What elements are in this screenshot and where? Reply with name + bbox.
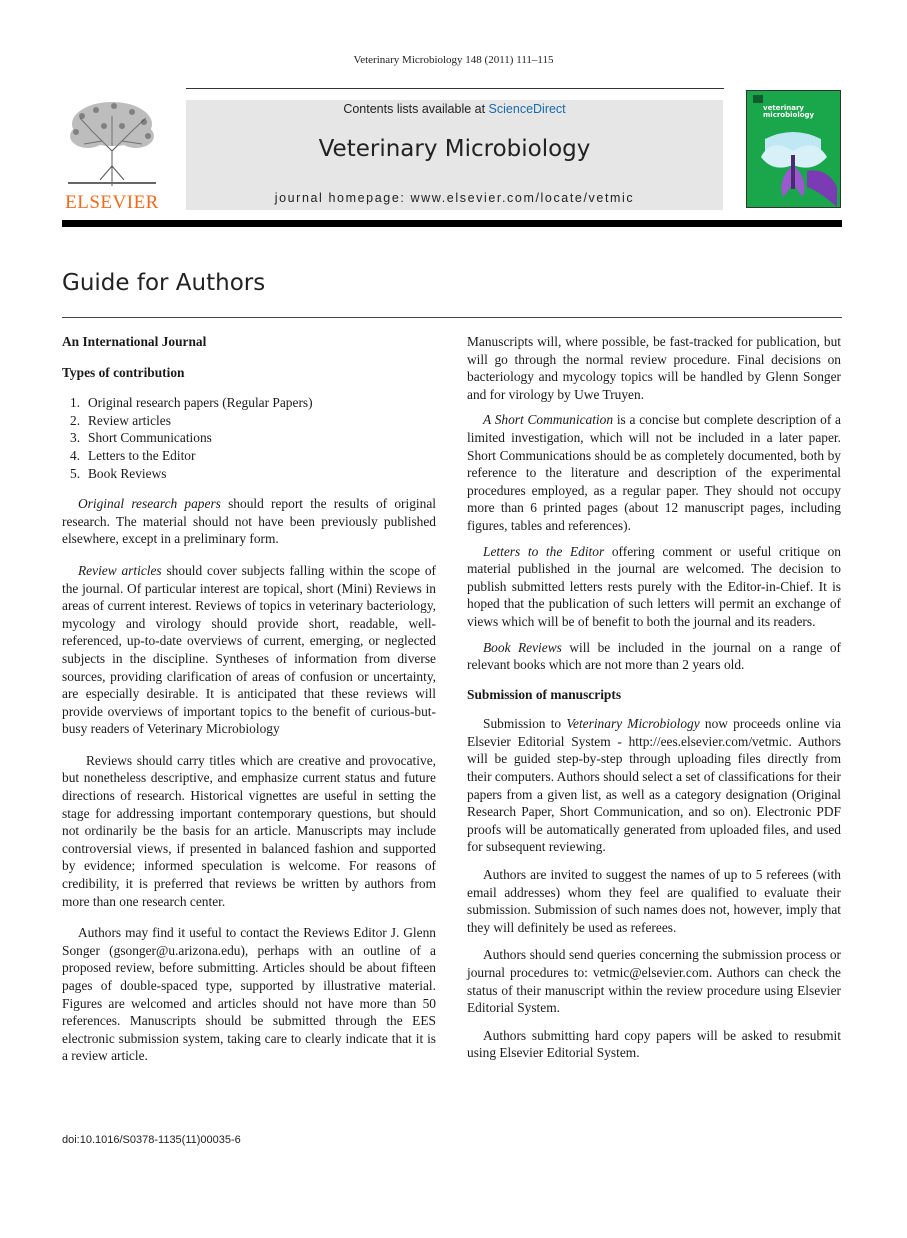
paragraph: Manuscripts will, where possible, be fast-tracked for publication, but will go through the normal review procedure. Final decisions on bacteriology and mycology topics will be handled by Glenn Songer and for virology by Uwe Truyen. — [467, 334, 841, 402]
paragraph: Authors may find it useful to contact the Reviews Editor J. Glenn Songer (gsonger@u.arizona.edu), perhaps with an outline of a proposed review, before submitting. Articles should be about fifteen pages of double-spaced type, supported by illustrative material. Figures are welcomed and articles should not have more than 50 references. Manuscripts should be submitted through the EES electronic submission system, taking care to clearly indicate that it is a review article. — [62, 925, 436, 1064]
list-item — [62, 447, 436, 465]
paragraph-text: Submission to — [483, 716, 567, 732]
emphasis: Review articles — [78, 562, 162, 578]
heading-journal: An International Journal — [62, 334, 207, 349]
elsevier-logo — [62, 96, 162, 212]
paragraph: Reviews should carry titles which are creative and provocative, but nonetheless descriptive, and emphasize current status and future directions of research. Historical vignettes are useful in setting the stage for addressing important contemporary questions, but should not ordinarily be the basis for an article. Manuscripts may include controversial views, if presented in balanced fashion and supported by evidence; informed speculation is welcome. For reasons of credibility, it is preferred that reviews be written by authors from more than one research center. — [62, 752, 436, 909]
emphasis: Letters to the Editor — [483, 543, 605, 559]
list-text: Review articles — [88, 412, 171, 428]
list-item — [62, 465, 436, 483]
paragraph: Authors should send queries concerning the submission process or journal procedures to: vetmic@elsevier.com. Authors can check the status of their manuscript within the review procedure using Elsevier Editorial System. — [467, 947, 841, 1016]
citation: Veterinary Microbiology 148 (2011) 111–115 — [353, 54, 554, 66]
contents-line — [186, 102, 723, 116]
paragraph-text: should cover subjects falling within the scope of the journal. Of particular interest are topical, short (Mini) Reviews in areas of current interest. Reviews of topics in veterinary bacteriology, mycology and virology should provide short, readable, well-referenced, up-to-date overviews of current, emerging, or neglected subjects in the discipline. Syntheses of information from diverse sources, providing clarification of areas of confusion or uncertainty, are especially desirable. It is anticipated that these reviews will provide overviews of important topics to the benefit of curious-but-busy readers of Veterinary Microbiology — [62, 562, 436, 737]
journal-cover — [746, 90, 841, 208]
thick-rule — [62, 220, 842, 227]
types-list — [62, 394, 436, 482]
paragraph-text: now proceeds online via Elsevier Editorial System - http://ees.elsevier.com/vetmic. Authors will be guided step-by-step through uploading files directly from their computers. Authors should select a set of classifications for their papers from a given list, as well as a category designation (Original Research Paper, Short Communication, and so on). Electronic PDF proofs will be automatically generated from uploaded files, and used for subsequent reviewing. — [467, 716, 841, 855]
list-text: Letters to the Editor — [88, 447, 196, 463]
title-rule — [62, 317, 842, 318]
paragraph: Authors are invited to suggest the names of up to 5 referees (with email addresses) whom they feel are qualified to evaluate their submission. Submission of such names does not, however, imply that they will definitely be used as referees. — [467, 867, 841, 935]
tree-icon — [62, 96, 162, 188]
journal-homepage[interactable]: journal homepage: www.elsevier.com/locate/vetmic — [274, 191, 635, 205]
list-number: 2. — [70, 412, 81, 428]
list-number: 3. — [70, 430, 81, 446]
left-column — [62, 333, 436, 1065]
right-column — [467, 333, 841, 1062]
contents-prefix: Contents lists available at — [343, 102, 489, 116]
list-item — [62, 429, 436, 447]
list-item — [62, 412, 436, 430]
emphasis: Book Reviews — [483, 639, 562, 655]
header-rule — [186, 88, 724, 89]
paragraph — [467, 411, 841, 534]
cover-title: veterinary microbiology — [763, 104, 815, 119]
paragraph-text: is a concise but complete description of a limited investigation, which will not be included in a later paper. Short Communications should be as completely documented, both by reference to the literature and description of the experimental procedures employed, as a regular paper. They should not occupy more than 6 printed pages (about 12 manuscript pages, including figures, tables and references). — [467, 412, 841, 533]
emphasis: Original research papers — [78, 496, 221, 512]
journal-title: Veterinary Microbiology — [318, 136, 591, 162]
list-number: 5. — [70, 465, 81, 481]
paragraph-text: will be included in the journal on a range of relevant books which are not more than 2 years old. — [467, 639, 841, 673]
list-text: Original research papers (Regular Papers) — [88, 395, 313, 411]
paragraph — [62, 495, 436, 548]
list-item — [62, 394, 436, 412]
paragraph — [467, 715, 841, 856]
publisher-name: ELSEVIER — [65, 192, 159, 213]
list-text: Book Reviews — [88, 465, 167, 481]
page-title: Guide for Authors — [62, 270, 266, 296]
heading-submission: Submission of manuscripts — [467, 686, 622, 702]
list-text: Short Communications — [88, 430, 212, 446]
list-number: 4. — [70, 447, 81, 463]
paragraph — [467, 639, 841, 674]
emphasis: Veterinary Microbiology — [566, 716, 700, 732]
list-number: 1. — [70, 395, 81, 411]
paragraph: Authors submitting hard copy papers will be asked to resubmit using Elsevier Editorial System. — [467, 1027, 841, 1061]
paragraph-text: should report the results of original research. The material should not have been previously published elsewhere, except in a preliminary form. — [62, 496, 436, 547]
paragraph-text: offering comment or useful critique on material published in the journal are welcomed. The decision to publish submitted letters rests purely with the Editor-in-Chief. It is hoped that the publication of such letters will permit an exchange of views which will be of benefit to both the journal and its readers. — [467, 543, 841, 629]
heading-types: Types of contribution — [62, 364, 185, 380]
paragraph — [62, 562, 436, 738]
paragraph — [467, 543, 841, 631]
journal-banner — [186, 100, 723, 210]
doi: doi:10.1016/S0378-1135(11)00035-6 — [62, 1134, 241, 1146]
sciencedirect-link[interactable]: ScienceDirect — [488, 102, 566, 116]
emphasis: A Short Communication — [483, 412, 614, 428]
